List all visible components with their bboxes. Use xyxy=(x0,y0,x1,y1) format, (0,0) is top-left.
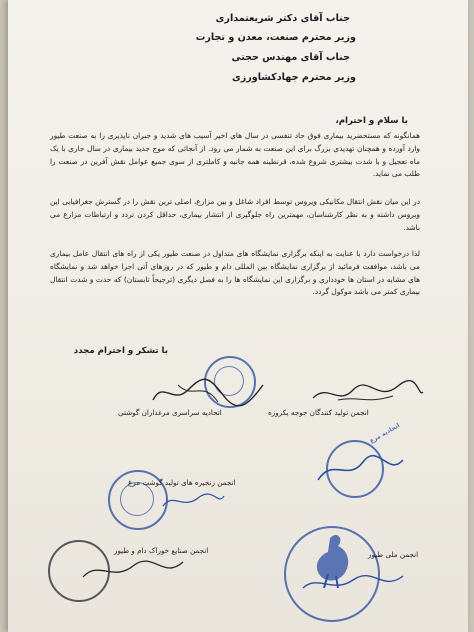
signature-scribble-6 xyxy=(298,570,408,598)
letter-page xyxy=(8,0,468,632)
addressee-line-4: وزیر محترم جهادکشاورزی xyxy=(231,72,356,83)
signatory-label-4: انجمن زنجیره های تولید گوشت مرغ xyxy=(128,478,236,487)
stamp-text-union: اتحادیه مرغ xyxy=(368,422,402,445)
body-paragraph-2: در این میان نقش انتقال مکانیکی ویروس توسط افراد شاغل و بین مزارع، اصلی ترین نقش را در گسترش جغرافیایی این ویروس داشته و به نظر کارشناسان، مهمترین راه جلوگیری از انتشار بیماری، حداقل کردن تردد و ارتباطات مزارع می باشد. xyxy=(50,197,420,232)
greeting: با سلام و احترام، xyxy=(335,116,408,126)
body-paragraph-3: لذا درخواست دارد با عنایت به اینکه برگزاری نمایشگاه های متداول در صنعت طیور یکی از راه های انتقال عامل بیماری می باشد، موافقت فرمائید از برگزاری نمایشگاه بین المللی دام و طیور که در روزهای آتی اجرا خواهد شد و نمایشگاه های مشابه در استان ها خودداری و برگزاری این نمایشگاه ها را به فصل دیگری (ترجیحاً تابستان) که حدت و شدت انتقال بیماری کمتر می باشد موکول گردد. xyxy=(50,249,420,297)
addressee-line-1: جناب آقای دکتر شریعتمداری xyxy=(215,13,350,24)
stamp-poultry-chain-inner xyxy=(120,482,154,516)
signatory-label-5: انجمن صنایع خوراک دام و طیور xyxy=(114,546,209,555)
addressee-line-3: جناب آقای مهندس حجتی xyxy=(231,52,350,63)
signature-scribble-3 xyxy=(308,452,408,488)
addressee-line-2: وزیر محترم صنعت، معدن و تجارت xyxy=(195,32,356,43)
signatory-label-1: انجمن تولید کنندگان جوجه یکروزه xyxy=(268,408,369,417)
signature-scribble-4 xyxy=(158,488,228,514)
signatory-label-6: انجمن ملی طیور xyxy=(368,550,419,559)
signature-scribble-5 xyxy=(78,552,188,586)
signatory-label-2: اتحادیه سراسری مرغداران گوشتی xyxy=(118,408,222,417)
signature-scribble-1 xyxy=(308,378,428,408)
body-paragraph-1: همانگونه که مستحضرید بیماری فوق حاد تنفسی در سال های اخیر آسیب های شدید و جبران ناپذیری را به صنعت طیور وارد آورده و همچنان تهدیدی بزرگ برای این صنعت به شمار می رود. از آنجائی که موج جدید بیماری در سال جاری با یک ماه تعجیل و با شدت بیشتری شروع شده، قرنطینه همه جانبه و کاملتری از سوی جمیع عوامل نقش آفرین در صنعت را طلب می نماید. xyxy=(50,131,420,179)
closing-line: با تشکر و احترام مجدد xyxy=(73,346,168,356)
signature-scribble-2 xyxy=(148,370,268,410)
